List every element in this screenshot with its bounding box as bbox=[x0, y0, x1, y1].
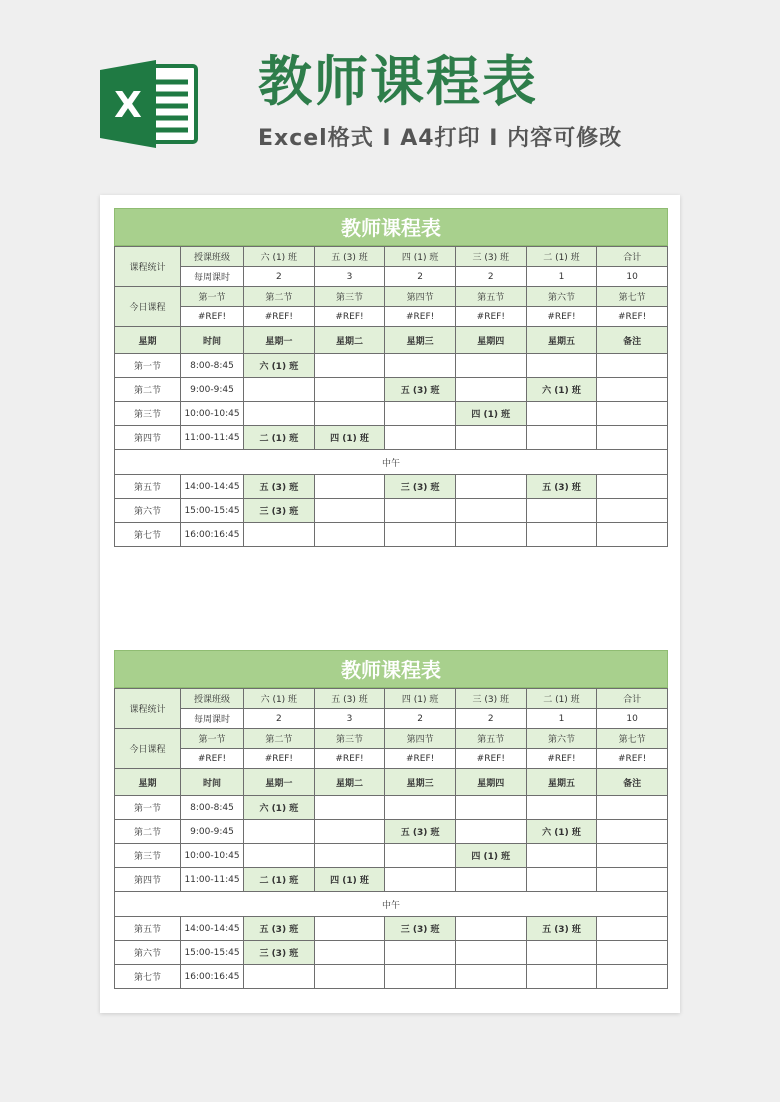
today-value[interactable]: #REF! bbox=[526, 749, 597, 769]
schedule-cell[interactable]: 五 (3) 班 bbox=[385, 820, 456, 844]
stats-class[interactable]: 合计 bbox=[597, 247, 668, 267]
schedule-cell[interactable] bbox=[385, 426, 456, 450]
today-period: 第一节 bbox=[181, 287, 244, 307]
schedule-cell[interactable] bbox=[526, 965, 597, 989]
schedule-cell[interactable] bbox=[244, 378, 315, 402]
table-row bbox=[115, 523, 668, 547]
schedule-cell[interactable]: 三 (3) 班 bbox=[244, 499, 315, 523]
time-cell: 16:00:16:45 bbox=[181, 965, 244, 989]
week-header: 备注 bbox=[597, 769, 668, 796]
schedule-cell[interactable] bbox=[314, 354, 385, 378]
schedule-cell[interactable]: 四 (1) 班 bbox=[314, 426, 385, 450]
schedule-cell[interactable] bbox=[526, 796, 597, 820]
schedule-sheet bbox=[114, 650, 668, 989]
today-label: 今日课程 bbox=[115, 729, 181, 769]
today-value[interactable]: #REF! bbox=[455, 307, 526, 327]
schedule-cell[interactable]: 六 (1) 班 bbox=[244, 354, 315, 378]
period-cell: 第三节 bbox=[115, 402, 181, 426]
schedule-cell[interactable] bbox=[597, 523, 668, 547]
schedule-cell[interactable]: 二 (1) 班 bbox=[244, 426, 315, 450]
schedule-cell[interactable] bbox=[314, 941, 385, 965]
table-row bbox=[115, 378, 668, 402]
week-header: 备注 bbox=[597, 327, 668, 354]
table-row bbox=[115, 475, 668, 499]
schedule-cell[interactable] bbox=[597, 868, 668, 892]
period-cell: 第七节 bbox=[115, 965, 181, 989]
today-period: 第七节 bbox=[597, 287, 668, 307]
schedule-cell[interactable] bbox=[455, 426, 526, 450]
schedule-cell[interactable]: 五 (3) 班 bbox=[385, 378, 456, 402]
stats-label: 课程统计 bbox=[115, 247, 181, 287]
stats-hours[interactable]: 2 bbox=[385, 267, 456, 287]
today-value[interactable]: #REF! bbox=[455, 749, 526, 769]
today-label: 今日课程 bbox=[115, 287, 181, 327]
week-header: 时间 bbox=[181, 769, 244, 796]
today-period: 第三节 bbox=[314, 287, 385, 307]
schedule-cell[interactable]: 三 (3) 班 bbox=[385, 475, 456, 499]
schedule-cell[interactable]: 五 (3) 班 bbox=[526, 475, 597, 499]
today-period: 第六节 bbox=[526, 287, 597, 307]
table-row bbox=[115, 820, 668, 844]
period-cell: 第五节 bbox=[115, 917, 181, 941]
table-row bbox=[115, 917, 668, 941]
noon-row: 中午 bbox=[115, 892, 668, 917]
schedule-cell[interactable]: 五 (3) 班 bbox=[526, 917, 597, 941]
today-period: 第七节 bbox=[597, 729, 668, 749]
schedule-cell[interactable] bbox=[526, 868, 597, 892]
schedule-cell[interactable]: 六 (1) 班 bbox=[526, 378, 597, 402]
schedule-cell[interactable]: 四 (1) 班 bbox=[455, 844, 526, 868]
schedule-cell[interactable] bbox=[597, 402, 668, 426]
stats-hours[interactable]: 10 bbox=[597, 267, 668, 287]
period-cell: 第三节 bbox=[115, 844, 181, 868]
week-header: 星期三 bbox=[385, 327, 456, 354]
week-header: 星期四 bbox=[455, 327, 526, 354]
schedule-cell[interactable] bbox=[455, 354, 526, 378]
week-header: 星期五 bbox=[526, 327, 597, 354]
today-value[interactable]: #REF! bbox=[314, 749, 385, 769]
schedule-cell[interactable] bbox=[385, 523, 456, 547]
schedule-cell[interactable] bbox=[385, 868, 456, 892]
period-cell: 第二节 bbox=[115, 378, 181, 402]
time-cell: 10:00-10:45 bbox=[181, 402, 244, 426]
week-header: 时间 bbox=[181, 327, 244, 354]
today-period: 第五节 bbox=[455, 287, 526, 307]
table-row bbox=[115, 965, 668, 989]
schedule-cell[interactable] bbox=[385, 844, 456, 868]
time-cell: 16:00:16:45 bbox=[181, 523, 244, 547]
schedule-cell[interactable]: 三 (3) 班 bbox=[385, 917, 456, 941]
schedule-cell[interactable] bbox=[244, 820, 315, 844]
week-header: 星期 bbox=[115, 769, 181, 796]
schedule-cell[interactable] bbox=[385, 796, 456, 820]
stats-hours[interactable]: 3 bbox=[314, 267, 385, 287]
today-period: 第五节 bbox=[455, 729, 526, 749]
logo-letter: X bbox=[114, 85, 142, 126]
sheet-title: 教师课程表 bbox=[114, 650, 668, 688]
schedule-cell[interactable]: 三 (3) 班 bbox=[244, 941, 315, 965]
class-label: 授课班级 bbox=[181, 689, 244, 709]
schedule-cell[interactable]: 五 (3) 班 bbox=[244, 917, 315, 941]
schedule-cell[interactable] bbox=[314, 796, 385, 820]
schedule-cell[interactable] bbox=[526, 354, 597, 378]
schedule-table bbox=[114, 246, 668, 547]
stats-class[interactable]: 合计 bbox=[597, 689, 668, 709]
schedule-cell[interactable] bbox=[526, 402, 597, 426]
schedule-cell[interactable] bbox=[385, 965, 456, 989]
stats-class[interactable]: 五 (3) 班 bbox=[314, 247, 385, 267]
stats-hours[interactable]: 2 bbox=[244, 709, 315, 729]
schedule-cell[interactable] bbox=[455, 917, 526, 941]
period-cell: 第六节 bbox=[115, 941, 181, 965]
stats-class[interactable]: 三 (3) 班 bbox=[455, 247, 526, 267]
schedule-cell[interactable] bbox=[314, 475, 385, 499]
table-row bbox=[115, 844, 668, 868]
time-cell: 10:00-10:45 bbox=[181, 844, 244, 868]
schedule-cell[interactable] bbox=[526, 499, 597, 523]
week-header: 星期五 bbox=[526, 769, 597, 796]
schedule-cell[interactable] bbox=[244, 965, 315, 989]
today-value[interactable]: #REF! bbox=[314, 307, 385, 327]
stats-class[interactable]: 二 (1) 班 bbox=[526, 247, 597, 267]
page-title: 教师课程表 bbox=[258, 50, 538, 113]
today-period: 第二节 bbox=[244, 287, 315, 307]
schedule-cell[interactable]: 五 (3) 班 bbox=[244, 475, 315, 499]
schedule-cell[interactable] bbox=[455, 523, 526, 547]
schedule-cell[interactable] bbox=[314, 402, 385, 426]
schedule-cell[interactable] bbox=[314, 378, 385, 402]
period-cell: 第六节 bbox=[115, 499, 181, 523]
schedule-cell[interactable] bbox=[314, 499, 385, 523]
week-header: 星期 bbox=[115, 327, 181, 354]
week-header: 星期四 bbox=[455, 769, 526, 796]
schedule-cell[interactable]: 六 (1) 班 bbox=[526, 820, 597, 844]
table-row bbox=[115, 402, 668, 426]
stats-class[interactable]: 三 (3) 班 bbox=[455, 689, 526, 709]
sheet-title: 教师课程表 bbox=[114, 208, 668, 246]
schedule-cell[interactable] bbox=[314, 523, 385, 547]
period-cell: 第四节 bbox=[115, 868, 181, 892]
week-header: 星期三 bbox=[385, 769, 456, 796]
time-cell: 8:00-8:45 bbox=[181, 354, 244, 378]
table-row bbox=[115, 868, 668, 892]
today-value[interactable]: #REF! bbox=[597, 749, 668, 769]
schedule-cell[interactable] bbox=[597, 917, 668, 941]
schedule-cell[interactable]: 四 (1) 班 bbox=[455, 402, 526, 426]
schedule-cell[interactable] bbox=[385, 941, 456, 965]
period-cell: 第一节 bbox=[115, 354, 181, 378]
schedule-cell[interactable] bbox=[526, 426, 597, 450]
schedule-cell[interactable] bbox=[597, 378, 668, 402]
schedule-cell[interactable] bbox=[455, 820, 526, 844]
week-header: 星期一 bbox=[244, 327, 315, 354]
time-cell: 14:00-14:45 bbox=[181, 475, 244, 499]
hours-label: 每周课时 bbox=[181, 709, 244, 729]
week-header: 星期一 bbox=[244, 769, 315, 796]
schedule-cell[interactable] bbox=[526, 523, 597, 547]
table-row bbox=[115, 499, 668, 523]
stats-hours[interactable]: 3 bbox=[314, 709, 385, 729]
table-row bbox=[115, 426, 668, 450]
schedule-cell[interactable] bbox=[597, 941, 668, 965]
stats-label: 课程统计 bbox=[115, 689, 181, 729]
class-label: 授课班级 bbox=[181, 247, 244, 267]
time-cell: 9:00-9:45 bbox=[181, 820, 244, 844]
today-period: 第二节 bbox=[244, 729, 315, 749]
period-cell: 第一节 bbox=[115, 796, 181, 820]
schedule-cell[interactable] bbox=[455, 965, 526, 989]
time-cell: 8:00-8:45 bbox=[181, 796, 244, 820]
period-cell: 第七节 bbox=[115, 523, 181, 547]
hours-label: 每周课时 bbox=[181, 267, 244, 287]
today-value[interactable]: #REF! bbox=[244, 749, 315, 769]
schedule-cell[interactable]: 六 (1) 班 bbox=[244, 796, 315, 820]
excel-logo-icon bbox=[98, 58, 200, 150]
table-row bbox=[115, 941, 668, 965]
today-value[interactable]: #REF! bbox=[244, 307, 315, 327]
schedule-cell[interactable] bbox=[597, 820, 668, 844]
stats-class[interactable]: 四 (1) 班 bbox=[385, 247, 456, 267]
schedule-cell[interactable] bbox=[244, 402, 315, 426]
schedule-table bbox=[114, 688, 668, 989]
paper-sheet bbox=[100, 195, 680, 1013]
schedule-cell[interactable] bbox=[455, 796, 526, 820]
schedule-cell[interactable] bbox=[597, 844, 668, 868]
schedule-cell[interactable] bbox=[244, 844, 315, 868]
schedule-cell[interactable] bbox=[455, 941, 526, 965]
today-period: 第六节 bbox=[526, 729, 597, 749]
today-period: 第一节 bbox=[181, 729, 244, 749]
schedule-cell[interactable] bbox=[455, 378, 526, 402]
schedule-cell[interactable] bbox=[314, 917, 385, 941]
schedule-cell[interactable] bbox=[314, 844, 385, 868]
stats-hours[interactable]: 10 bbox=[597, 709, 668, 729]
schedule-sheet bbox=[114, 208, 668, 547]
today-value[interactable]: #REF! bbox=[385, 749, 456, 769]
period-cell: 第五节 bbox=[115, 475, 181, 499]
schedule-cell[interactable] bbox=[455, 868, 526, 892]
stats-hours[interactable]: 1 bbox=[526, 267, 597, 287]
schedule-cell[interactable] bbox=[597, 354, 668, 378]
today-period: 第三节 bbox=[314, 729, 385, 749]
today-value[interactable]: #REF! bbox=[181, 749, 244, 769]
stats-class[interactable]: 五 (3) 班 bbox=[314, 689, 385, 709]
page-subtitle: Excel格式 I A4打印 I 内容可修改 bbox=[258, 126, 623, 151]
stats-hours[interactable]: 2 bbox=[455, 267, 526, 287]
time-cell: 15:00-15:45 bbox=[181, 941, 244, 965]
stats-hours[interactable]: 1 bbox=[526, 709, 597, 729]
stats-hours[interactable]: 2 bbox=[455, 709, 526, 729]
week-header: 星期二 bbox=[314, 327, 385, 354]
today-period: 第四节 bbox=[385, 287, 456, 307]
noon-row: 中午 bbox=[115, 450, 668, 475]
time-cell: 9:00-9:45 bbox=[181, 378, 244, 402]
schedule-cell[interactable] bbox=[385, 499, 456, 523]
schedule-cell[interactable]: 二 (1) 班 bbox=[244, 868, 315, 892]
schedule-cell[interactable] bbox=[455, 475, 526, 499]
stats-class[interactable]: 六 (1) 班 bbox=[244, 247, 315, 267]
schedule-cell[interactable] bbox=[597, 475, 668, 499]
schedule-cell[interactable] bbox=[597, 426, 668, 450]
today-value[interactable]: #REF! bbox=[385, 307, 456, 327]
schedule-cell[interactable] bbox=[385, 402, 456, 426]
stats-hours[interactable]: 2 bbox=[244, 267, 315, 287]
today-period: 第四节 bbox=[385, 729, 456, 749]
schedule-cell[interactable] bbox=[597, 965, 668, 989]
today-value[interactable]: #REF! bbox=[597, 307, 668, 327]
stats-hours[interactable]: 2 bbox=[385, 709, 456, 729]
stats-class[interactable]: 四 (1) 班 bbox=[385, 689, 456, 709]
schedule-cell[interactable] bbox=[244, 523, 315, 547]
today-value[interactable]: #REF! bbox=[526, 307, 597, 327]
stats-class[interactable]: 二 (1) 班 bbox=[526, 689, 597, 709]
stats-class[interactable]: 六 (1) 班 bbox=[244, 689, 315, 709]
week-header: 星期二 bbox=[314, 769, 385, 796]
period-cell: 第二节 bbox=[115, 820, 181, 844]
time-cell: 11:00-11:45 bbox=[181, 868, 244, 892]
schedule-cell[interactable] bbox=[385, 354, 456, 378]
period-cell: 第四节 bbox=[115, 426, 181, 450]
schedule-cell[interactable] bbox=[526, 844, 597, 868]
schedule-cell[interactable] bbox=[455, 499, 526, 523]
schedule-cell[interactable] bbox=[314, 820, 385, 844]
today-value[interactable]: #REF! bbox=[181, 307, 244, 327]
schedule-cell[interactable] bbox=[597, 499, 668, 523]
schedule-cell[interactable] bbox=[526, 941, 597, 965]
schedule-cell[interactable] bbox=[314, 965, 385, 989]
time-cell: 11:00-11:45 bbox=[181, 426, 244, 450]
schedule-cell[interactable] bbox=[597, 796, 668, 820]
time-cell: 15:00-15:45 bbox=[181, 499, 244, 523]
schedule-cell[interactable]: 四 (1) 班 bbox=[314, 868, 385, 892]
time-cell: 14:00-14:45 bbox=[181, 917, 244, 941]
table-row bbox=[115, 796, 668, 820]
table-row bbox=[115, 354, 668, 378]
